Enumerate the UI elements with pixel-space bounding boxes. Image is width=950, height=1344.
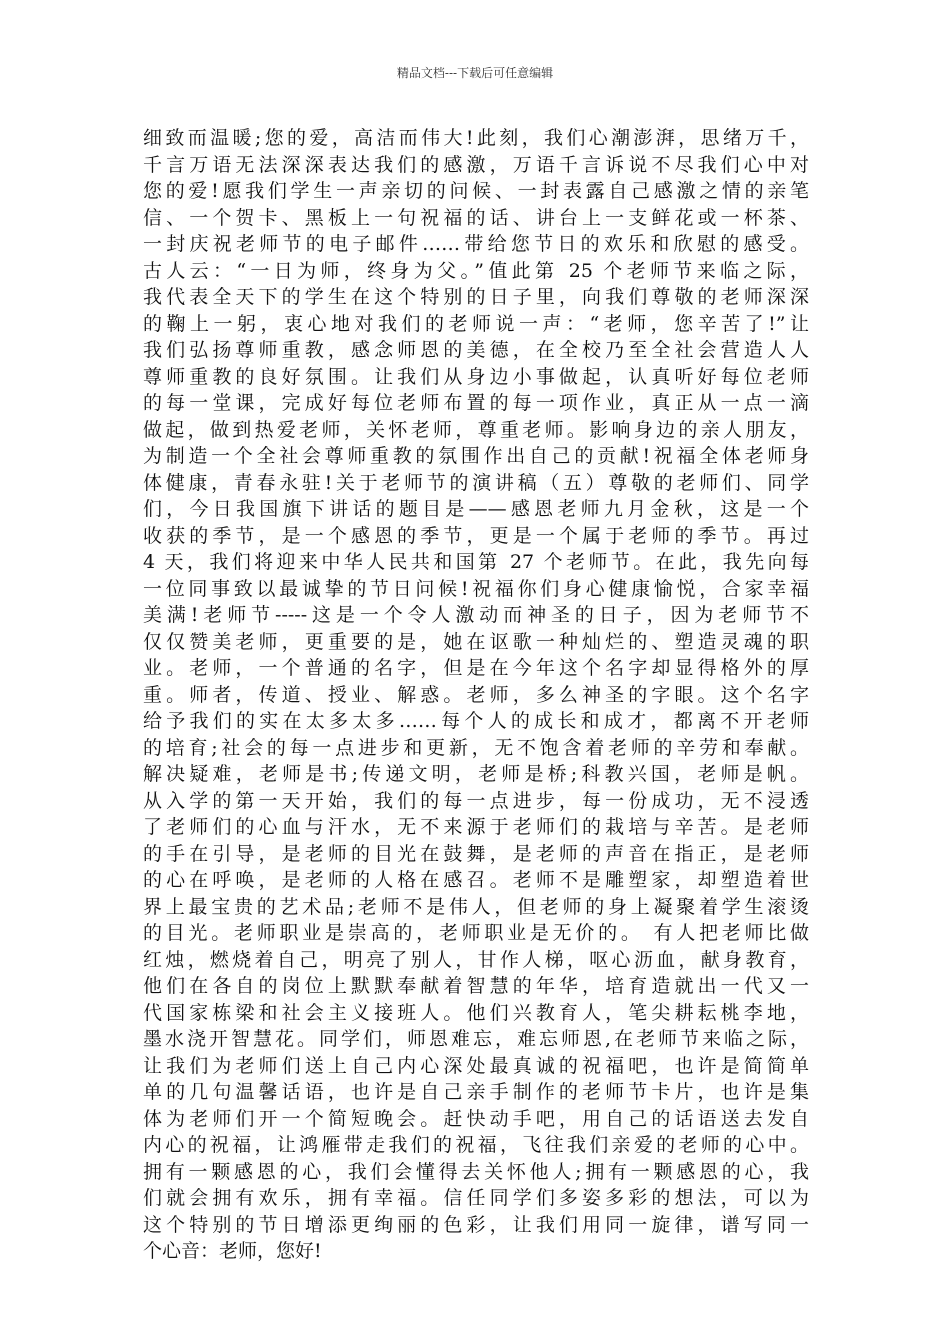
text-line: 代国家栋梁和社会主义接班人。他们兴教育人，笔尖耕耘桃李地，: [143, 1001, 809, 1024]
text-line: 让我们为老师们送上自己内心深处最真诚的祝福吧，也许是简简单: [143, 1054, 809, 1077]
text-line: 们，今日我国旗下讲话的题目是——感恩老师九月金秋，这是一个: [143, 498, 809, 520]
text-line: 收获的季节，是一个感恩的季节，更是一个属于老师的季节。再过: [143, 524, 809, 547]
text-line: 一位同事致以最诚挚的节日问候!祝福你们身心健康愉悦，合家幸福: [143, 577, 809, 600]
text-line: 古人云：“一日为师，终身为父。”值此第 25 个老师节来临之际，: [143, 259, 809, 282]
text-line: 界上最宝贵的艺术品;老师不是伟人，但老师的身上凝聚着学生滚烫: [143, 895, 809, 918]
text-line: 我们弘扬尊师重教，感念师恩的美德，在全校乃至全社会营造人人: [143, 339, 809, 361]
text-line: 个心音：老师，您好!: [143, 1240, 322, 1262]
text-line: 的目光。老师职业是崇高的，老师职业是无价的。 有人把老师比做: [143, 922, 809, 944]
text-line: 们就会拥有欢乐，拥有幸福。信任同学们多姿多彩的想法，可以为: [143, 1187, 809, 1209]
text-line: 重。师者，传道、授业、解惑。老师，多么神圣的字眼。这个名字: [143, 683, 809, 706]
text-line: 尊师重教的良好氛围。让我们从身边小事做起，认真听好每位老师: [143, 365, 809, 388]
text-line: 拥有一颗感恩的心，我们会懂得去关怀他人;拥有一颗感恩的心，我: [143, 1160, 809, 1183]
page-header: 精品文档---下载后可任意编辑: [396, 66, 554, 80]
body-text: [143, 125, 809, 1265]
text-line: 红烛，燃烧着自己，明亮了别人，甘作人梯，呕心沥血，献身教育，: [143, 948, 809, 971]
text-line: 体健康，青春永驻!关于老师节的演讲稿（五）尊敬的老师们、同学: [143, 471, 809, 494]
text-line: 从入学的第一天开始，我们的每一点进步，每一份成功，无不浸透: [143, 789, 809, 812]
text-line: 解决疑难，老师是书;传递文明，老师是桥;科教兴国，老师是帆。: [143, 763, 809, 785]
text-line: 的培育;社会的每一点进步和更新，无不饱含着老师的辛劳和奉献。: [143, 736, 809, 759]
text-line: 他们在各自的岗位上默默奉献着智慧的年华，培育造就出一代又一: [143, 975, 809, 997]
text-line: 仅仅赞美老师，更重要的是，她在讴歌一种灿烂的、塑造灵魂的职: [143, 630, 809, 653]
text-line: 了老师们的心血与汗水，无不来源于老师们的栽培与辛苦。是老师: [143, 816, 809, 838]
text-line: 千言万语无法深深表达我们的感激，万语千言诉说不尽我们心中对: [143, 153, 809, 176]
text-line: 信、一个贺卡、黑板上一句祝福的话、讲台上一支鲜花或一杯茶、: [143, 206, 809, 229]
text-line: 墨水浇开智慧花。同学们，师恩难忘，难忘师恩,在老师节来临之际，: [143, 1028, 809, 1050]
text-line: 您的爱!愿我们学生一声亲切的问候、一封表露自己感激之情的亲笔: [143, 180, 809, 202]
text-line: 一封庆祝老师节的电子邮件……带给您节日的欢乐和欣慰的感受。: [143, 233, 809, 255]
text-line: 给予我们的实在太多太多……每个人的成长和成才，都离不开老师: [143, 710, 809, 732]
text-line: 业。老师，一个普通的名字，但是在今年这个名字却显得格外的厚: [143, 657, 809, 679]
text-line: 的手在引导，是老师的目光在鼓舞，是老师的声音在指正，是老师: [143, 842, 809, 865]
text-line: 的鞠上一躬，衷心地对我们的老师说一声：“老师，您辛苦了!”让: [143, 312, 809, 335]
text-line: 为制造一个全社会尊师重教的氛围作出自己的贡献!祝福全体老师身: [143, 445, 809, 467]
text-line: 做起，做到热爱老师，关怀老师，尊重老师。影响身边的亲人朋友，: [143, 418, 809, 441]
text-line: 的每一堂课，完成好每位老师布置的每一项作业，真正从一点一滴: [143, 392, 809, 414]
text-line: 单的几句温馨话语，也许是自己亲手制作的老师节卡片，也许是集: [143, 1081, 809, 1103]
text-line: 内心的祝福，让鸿雁带走我们的祝福，飞往我们亲爱的老师的心中。: [143, 1134, 809, 1156]
text-line: 这个特别的节日增添更绚丽的色彩，让我们用同一旋律，谱写同一: [143, 1213, 809, 1236]
text-line: 4 天，我们将迎来中华人民共和国第 27 个老师节。在此，我先向每: [143, 551, 809, 573]
text-line: 体为老师们开一个简短晚会。赶快动手吧，用自己的话语送去发自: [143, 1107, 809, 1130]
text-line: 我代表全天下的学生在这个特别的日子里，向我们尊敬的老师深深: [143, 286, 809, 308]
text-line: 的心在呼唤，是老师的人格在感召。老师不是雕塑家，却塑造着世: [143, 869, 809, 891]
text-line: 细致而温暖;您的爱，高洁而伟大!此刻，我们心潮澎湃，思绪万千，: [143, 127, 809, 149]
text-line: 美满!老师节-----这是一个令人激动而神圣的日子，因为老师节不: [143, 604, 809, 626]
